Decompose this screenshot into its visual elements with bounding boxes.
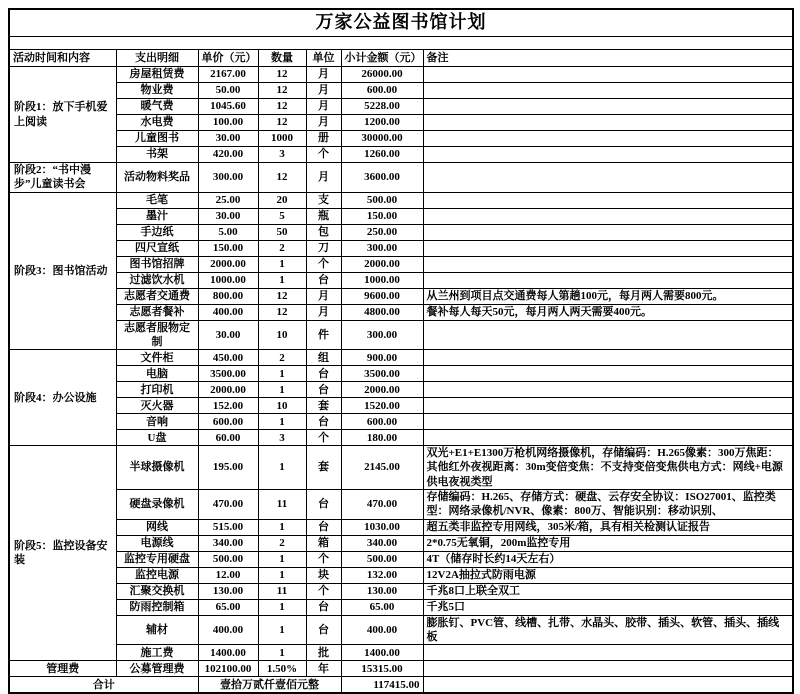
unit-price-cell: 400.00	[198, 615, 258, 645]
table-row	[9, 414, 793, 430]
quantity-cell: 1	[258, 366, 306, 382]
unit-price-cell: 800.00	[198, 288, 258, 304]
table-row	[9, 567, 793, 583]
page-title: 万家公益图书馆计划	[9, 9, 793, 37]
table-row	[9, 115, 793, 131]
table-row	[9, 535, 793, 551]
budget-table	[8, 8, 794, 694]
quantity-cell: 12	[258, 83, 306, 99]
quantity-cell: 11	[258, 490, 306, 520]
table-row	[9, 645, 793, 661]
quantity-cell: 1	[258, 615, 306, 645]
unit-price-cell: 60.00	[198, 430, 258, 446]
unit-cell: 月	[306, 83, 341, 99]
item-name-cell: 网线	[116, 519, 198, 535]
table-row	[9, 192, 793, 208]
table-row	[9, 551, 793, 567]
quantity-cell: 1000	[258, 131, 306, 147]
table-row	[9, 131, 793, 147]
phase-label-cell: 阶段2：“书中漫步”儿童读书会	[9, 163, 116, 193]
note-cell: 双光+E1+E1300万枪机网络摄像机，存储编码：H.265像素：300万焦距：其他红外夜视距离：30m变倍变焦：不支持变倍变焦供电方式：网线+电源供电夜视类型	[423, 446, 793, 490]
note-cell	[423, 240, 793, 256]
subtotal-cell: 3500.00	[341, 366, 423, 382]
subtotal-cell: 1200.00	[341, 115, 423, 131]
item-name-cell: 打印机	[116, 382, 198, 398]
note-cell	[423, 398, 793, 414]
note-cell	[423, 272, 793, 288]
item-name-cell: 文件柜	[116, 350, 198, 366]
unit-cell: 台	[306, 272, 341, 288]
quantity-cell: 3	[258, 430, 306, 446]
unit-price-cell: 3500.00	[198, 366, 258, 382]
unit-price-cell: 1000.00	[198, 272, 258, 288]
unit-price-cell: 25.00	[198, 192, 258, 208]
unit-price-cell: 500.00	[198, 551, 258, 567]
note-cell	[423, 192, 793, 208]
header-row	[9, 50, 793, 67]
table-row	[9, 304, 793, 320]
unit-cell: 台	[306, 615, 341, 645]
subtotal-cell: 15315.00	[341, 661, 423, 677]
table-row	[9, 256, 793, 272]
note-cell	[423, 645, 793, 661]
unit-cell: 个	[306, 551, 341, 567]
col-header-unit-price: 单价（元）	[198, 50, 258, 67]
note-cell	[423, 131, 793, 147]
subtotal-cell: 600.00	[341, 83, 423, 99]
unit-price-cell: 600.00	[198, 414, 258, 430]
quantity-cell: 12	[258, 163, 306, 193]
unit-cell: 月	[306, 99, 341, 115]
item-name-cell: 暖气费	[116, 99, 198, 115]
table-row	[9, 519, 793, 535]
unit-price-cell: 300.00	[198, 163, 258, 193]
table-row	[9, 398, 793, 414]
quantity-cell: 50	[258, 224, 306, 240]
quantity-cell: 1	[258, 567, 306, 583]
item-name-cell: 毛笔	[116, 192, 198, 208]
unit-price-cell: 450.00	[198, 350, 258, 366]
subtotal-cell: 132.00	[341, 567, 423, 583]
quantity-cell: 1	[258, 519, 306, 535]
note-cell: 从兰州到项目点交通费每人第趟100元，每月两人需要800元。	[423, 288, 793, 304]
table-row	[9, 67, 793, 83]
table-row	[9, 583, 793, 599]
table-row	[9, 240, 793, 256]
table-row	[9, 430, 793, 446]
unit-cell: 套	[306, 446, 341, 490]
unit-cell: 块	[306, 567, 341, 583]
table-row	[9, 272, 793, 288]
table-row	[9, 615, 793, 645]
note-cell: 餐补每人每天50元，每月两人两天需要400元。	[423, 304, 793, 320]
subtotal-cell: 2000.00	[341, 382, 423, 398]
unit-price-cell: 340.00	[198, 535, 258, 551]
unit-cell: 个	[306, 256, 341, 272]
spacer-cell	[9, 37, 793, 50]
unit-price-cell: 2000.00	[198, 256, 258, 272]
subtotal-cell: 30000.00	[341, 131, 423, 147]
subtotal-cell: 300.00	[341, 320, 423, 350]
total-row	[9, 677, 793, 694]
subtotal-cell: 470.00	[341, 490, 423, 520]
table-row	[9, 208, 793, 224]
unit-price-cell: 12.00	[198, 567, 258, 583]
unit-cell: 批	[306, 645, 341, 661]
quantity-cell: 12	[258, 288, 306, 304]
table-row	[9, 224, 793, 240]
unit-cell: 包	[306, 224, 341, 240]
unit-cell: 月	[306, 288, 341, 304]
quantity-cell: 12	[258, 99, 306, 115]
note-cell	[423, 224, 793, 240]
quantity-cell: 1	[258, 414, 306, 430]
unit-price-cell: 470.00	[198, 490, 258, 520]
subtotal-cell: 5228.00	[341, 99, 423, 115]
quantity-cell: 12	[258, 67, 306, 83]
quantity-cell: 1	[258, 256, 306, 272]
unit-cell: 瓶	[306, 208, 341, 224]
table-row	[9, 83, 793, 99]
title-row	[9, 9, 793, 37]
item-name-cell: 水电费	[116, 115, 198, 131]
quantity-cell: 1	[258, 645, 306, 661]
subtotal-cell: 1400.00	[341, 645, 423, 661]
unit-cell: 月	[306, 304, 341, 320]
unit-price-cell: 400.00	[198, 304, 258, 320]
quantity-cell: 1.50%	[258, 661, 306, 677]
unit-price-cell: 130.00	[198, 583, 258, 599]
item-name-cell: 半球摄像机	[116, 446, 198, 490]
subtotal-cell: 400.00	[341, 615, 423, 645]
subtotal-cell: 340.00	[341, 535, 423, 551]
item-name-cell: 志愿者服物定制	[116, 320, 198, 350]
unit-price-cell: 152.00	[198, 398, 258, 414]
subtotal-cell: 65.00	[341, 599, 423, 615]
note-cell: 千兆8口上联全双工	[423, 583, 793, 599]
quantity-cell: 3	[258, 147, 306, 163]
item-name-cell: 志愿者交通费	[116, 288, 198, 304]
unit-price-cell: 150.00	[198, 240, 258, 256]
quantity-cell: 20	[258, 192, 306, 208]
item-name-cell: 监控电源	[116, 567, 198, 583]
subtotal-cell: 300.00	[341, 240, 423, 256]
note-cell: 膨胀钉、PVC管、线槽、扎带、水晶头、胶带、插头、软管、插头、插线板	[423, 615, 793, 645]
subtotal-cell: 500.00	[341, 192, 423, 208]
unit-cell: 台	[306, 382, 341, 398]
item-name-cell: 图书馆招牌	[116, 256, 198, 272]
unit-cell: 台	[306, 519, 341, 535]
note-cell	[423, 115, 793, 131]
item-name-cell: 电源线	[116, 535, 198, 551]
table-row	[9, 446, 793, 490]
unit-cell: 月	[306, 115, 341, 131]
item-name-cell: 音响	[116, 414, 198, 430]
unit-price-cell: 420.00	[198, 147, 258, 163]
quantity-cell: 1	[258, 272, 306, 288]
unit-cell: 月	[306, 163, 341, 193]
subtotal-cell: 500.00	[341, 551, 423, 567]
item-name-cell: 墨汁	[116, 208, 198, 224]
quantity-cell: 12	[258, 304, 306, 320]
table-row	[9, 147, 793, 163]
item-name-cell: 防雨控制箱	[116, 599, 198, 615]
note-cell	[423, 414, 793, 430]
unit-price-cell: 2167.00	[198, 67, 258, 83]
subtotal-cell: 1000.00	[341, 272, 423, 288]
unit-cell: 个	[306, 583, 341, 599]
quantity-cell: 1	[258, 446, 306, 490]
phase-label-cell: 阶段5：监控设备安装	[9, 446, 116, 661]
item-name-cell: 房屋租赁费	[116, 67, 198, 83]
unit-cell: 个	[306, 147, 341, 163]
quantity-cell: 1	[258, 551, 306, 567]
note-cell: 12V2A抽拉式防雨电源	[423, 567, 793, 583]
item-name-cell: U盘	[116, 430, 198, 446]
subtotal-cell: 4800.00	[341, 304, 423, 320]
note-cell	[423, 677, 793, 694]
table-row	[9, 382, 793, 398]
unit-price-cell: 30.00	[198, 131, 258, 147]
unit-cell: 台	[306, 490, 341, 520]
unit-price-cell: 30.00	[198, 208, 258, 224]
subtotal-cell: 250.00	[341, 224, 423, 240]
subtotal-cell: 2145.00	[341, 446, 423, 490]
phase-label-cell: 阶段1：放下手机爱上阅读	[9, 67, 116, 163]
quantity-cell: 11	[258, 583, 306, 599]
unit-cell: 台	[306, 599, 341, 615]
unit-price-cell: 65.00	[198, 599, 258, 615]
subtotal-cell: 9600.00	[341, 288, 423, 304]
quantity-cell: 2	[258, 240, 306, 256]
subtotal-cell: 26000.00	[341, 67, 423, 83]
item-name-cell: 四尺宣纸	[116, 240, 198, 256]
item-name-cell: 志愿者餐补	[116, 304, 198, 320]
note-cell	[423, 99, 793, 115]
unit-price-cell: 195.00	[198, 446, 258, 490]
item-name-cell: 辅材	[116, 615, 198, 645]
unit-price-cell: 2000.00	[198, 382, 258, 398]
phase-label-cell: 阶段3：图书馆活动	[9, 192, 116, 350]
unit-price-cell: 50.00	[198, 83, 258, 99]
unit-cell: 册	[306, 131, 341, 147]
item-name-cell: 过滤饮水机	[116, 272, 198, 288]
note-cell	[423, 350, 793, 366]
unit-cell: 组	[306, 350, 341, 366]
note-cell: 千兆5口	[423, 599, 793, 615]
quantity-cell: 5	[258, 208, 306, 224]
unit-price-cell: 102100.00	[198, 661, 258, 677]
note-cell: 存储编码：H.265、存储方式：硬盘、云存安全协议：ISO27001、监控类型：网络录像机/NVR、像素：800万、智能识别：移动识别、	[423, 490, 793, 520]
unit-price-cell: 5.00	[198, 224, 258, 240]
item-name-cell: 施工费	[116, 645, 198, 661]
unit-cell: 月	[306, 67, 341, 83]
item-name-cell: 监控专用硬盘	[116, 551, 198, 567]
unit-cell: 台	[306, 414, 341, 430]
item-name-cell: 儿童图书	[116, 131, 198, 147]
note-cell: 2*0.75无氧铜，200m监控专用	[423, 535, 793, 551]
col-header-note: 备注	[423, 50, 793, 67]
table-row	[9, 366, 793, 382]
note-cell	[423, 256, 793, 272]
subtotal-cell: 180.00	[341, 430, 423, 446]
col-header-activity: 活动时间和内容	[9, 50, 116, 67]
col-header-quantity: 数量	[258, 50, 306, 67]
table-row	[9, 490, 793, 520]
unit-cell: 刀	[306, 240, 341, 256]
note-cell	[423, 320, 793, 350]
management-label-cell: 管理费	[9, 661, 116, 677]
subtotal-cell: 130.00	[341, 583, 423, 599]
subtotal-cell: 1520.00	[341, 398, 423, 414]
quantity-cell: 10	[258, 398, 306, 414]
quantity-cell: 2	[258, 350, 306, 366]
item-name-cell: 灭火器	[116, 398, 198, 414]
subtotal-cell: 600.00	[341, 414, 423, 430]
unit-cell: 套	[306, 398, 341, 414]
management-fee-row	[9, 661, 793, 677]
note-cell	[423, 67, 793, 83]
item-name-cell: 硬盘录像机	[116, 490, 198, 520]
table-row	[9, 599, 793, 615]
unit-price-cell: 515.00	[198, 519, 258, 535]
unit-cell: 年	[306, 661, 341, 677]
note-cell	[423, 163, 793, 193]
quantity-cell: 1	[258, 599, 306, 615]
unit-price-cell: 30.00	[198, 320, 258, 350]
table-row	[9, 288, 793, 304]
quantity-cell: 2	[258, 535, 306, 551]
quantity-cell: 12	[258, 115, 306, 131]
item-name-cell: 书架	[116, 147, 198, 163]
unit-cell: 台	[306, 366, 341, 382]
item-name-cell: 手边纸	[116, 224, 198, 240]
table-row	[9, 350, 793, 366]
note-cell	[423, 382, 793, 398]
quantity-cell: 1	[258, 382, 306, 398]
note-cell	[423, 208, 793, 224]
note-cell: 超五类非监控专用网线，305米/箱，具有相关检测认证报告	[423, 519, 793, 535]
subtotal-cell: 900.00	[341, 350, 423, 366]
unit-price-cell: 1045.60	[198, 99, 258, 115]
note-cell	[423, 430, 793, 446]
unit-cell: 件	[306, 320, 341, 350]
note-cell	[423, 147, 793, 163]
note-cell	[423, 83, 793, 99]
note-cell	[423, 366, 793, 382]
quantity-cell: 10	[258, 320, 306, 350]
total-amount-words-cell: 壹拾万贰仟壹佰元整	[198, 677, 341, 694]
total-label-cell: 合计	[9, 677, 198, 694]
note-cell: 4T（储存时长约14天左右）	[423, 551, 793, 567]
item-name-cell: 物业费	[116, 83, 198, 99]
phase-label-cell: 阶段4：办公设施	[9, 350, 116, 446]
col-header-subtotal: 小计金额（元）	[341, 50, 423, 67]
col-header-unit: 单位	[306, 50, 341, 67]
item-name-cell: 汇聚交换机	[116, 583, 198, 599]
item-name-cell: 活动物料奖品	[116, 163, 198, 193]
spacer-row	[9, 37, 793, 50]
col-header-item: 支出明细	[116, 50, 198, 67]
subtotal-cell: 3600.00	[341, 163, 423, 193]
subtotal-cell: 150.00	[341, 208, 423, 224]
unit-cell: 个	[306, 430, 341, 446]
total-amount-cell: 117415.00	[341, 677, 423, 694]
table-row	[9, 99, 793, 115]
table-row	[9, 163, 793, 193]
unit-cell: 箱	[306, 535, 341, 551]
unit-price-cell: 100.00	[198, 115, 258, 131]
subtotal-cell: 1260.00	[341, 147, 423, 163]
item-name-cell: 电脑	[116, 366, 198, 382]
subtotal-cell: 2000.00	[341, 256, 423, 272]
item-name-cell: 公募管理费	[116, 661, 198, 677]
subtotal-cell: 1030.00	[341, 519, 423, 535]
unit-cell: 支	[306, 192, 341, 208]
table-row	[9, 320, 793, 350]
note-cell	[423, 661, 793, 677]
unit-price-cell: 1400.00	[198, 645, 258, 661]
